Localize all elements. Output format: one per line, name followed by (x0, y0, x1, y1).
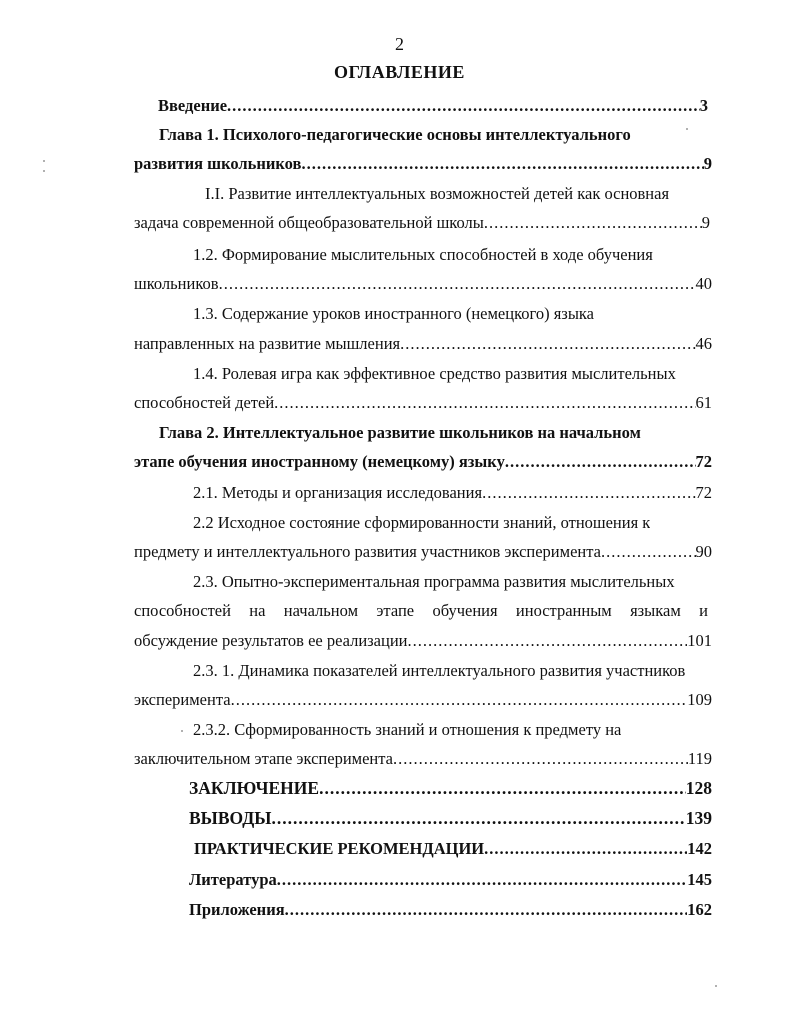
toc-page-ref: 109 (687, 690, 712, 709)
toc-entry-recommendations (194, 838, 712, 860)
toc-entry-1-4-line1: 1.4. Ролевая игра как эффективное средство развития мыслительных (193, 364, 676, 383)
word: языкам (630, 601, 681, 620)
toc-entry-text: Приложения (189, 900, 285, 919)
toc-entry-1-2 (134, 273, 712, 295)
toc-entry-1-1 (134, 212, 710, 234)
toc-entry-text: заключительном этапе эксперимента (134, 749, 393, 768)
toc-entry-chapter1 (134, 153, 712, 175)
scan-speck (715, 985, 717, 987)
toc-entry-2-2 (134, 541, 712, 563)
dot-leader (227, 95, 700, 117)
toc-entry-2-3-line1: 2.3. Опытно-экспериментальная программа развития мыслительных (193, 572, 675, 591)
dot-leader (408, 630, 688, 652)
toc-entry-text: Литература (189, 870, 277, 889)
dot-leader (393, 748, 688, 770)
toc-entry-text: направленных на развитие мышления (134, 334, 401, 353)
toc-entry-findings (189, 807, 712, 829)
toc-entry-text: способностей детей (134, 393, 275, 412)
toc-entry-1-3-line1: 1.3. Содержание уроков иностранного (немецкого) языка (193, 304, 595, 323)
dot-leader (319, 777, 686, 799)
scan-speck (43, 170, 45, 172)
dot-leader (505, 451, 696, 473)
toc-entry-text: задача современной общеобразовательной школы (134, 213, 484, 232)
toc-entry-text: ПРАКТИЧЕСКИЕ РЕКОМЕНДАЦИИ (194, 839, 485, 858)
scan-speck (686, 128, 688, 130)
toc-entry-2-3 (134, 630, 712, 652)
toc-page-ref: 145 (687, 870, 712, 889)
toc-title: ОГЛАВЛЕНИЕ (334, 62, 465, 82)
word: и (699, 601, 708, 620)
toc-entry-text: ЗАКЛЮЧЕНИЕ (189, 778, 320, 798)
toc-page-ref: 9 (701, 213, 710, 232)
toc-entry-text: развития школьников (134, 154, 302, 173)
toc-page-ref: 72 (695, 483, 712, 502)
toc-entry-2-3-2-line1: 2.3.2. Сформированность знаний и отношения к предмету на (193, 720, 622, 739)
toc-entry-1-1-line1: I.I. Развитие интеллектуальных возможностей детей как основная (205, 184, 670, 203)
toc-page-ref: 61 (695, 393, 712, 412)
toc-page-ref: 139 (685, 808, 712, 828)
toc-entry-intro (158, 95, 708, 117)
toc-page-ref: 162 (687, 900, 712, 919)
toc-entry-1-4 (134, 392, 712, 414)
toc-page-ref: 72 (695, 452, 712, 471)
toc-entry-text: ВЫВОДЫ (189, 808, 272, 828)
toc-page-ref: 46 (695, 334, 712, 353)
dot-leader (601, 541, 696, 563)
toc-entry-2-3-1-line1: 2.3. 1. Динамика показателей интеллектуального развития участников (193, 661, 686, 680)
dot-leader (484, 212, 702, 234)
scan-speck (43, 160, 45, 162)
toc-entry-text: 2.1. Методы и организация исследования (193, 483, 483, 502)
word: иностранным (515, 601, 612, 620)
dot-leader (400, 333, 695, 355)
dot-leader (274, 392, 695, 414)
toc-entry-2-3-1 (134, 689, 712, 711)
dot-leader (272, 807, 686, 829)
word: способностей (134, 601, 231, 620)
toc-page-ref: 101 (687, 631, 712, 650)
toc-entry-appendices (189, 899, 712, 921)
toc-entry-conclusion (189, 777, 712, 799)
word: обучения (432, 601, 498, 620)
dot-leader (301, 153, 703, 175)
toc-entry-2-3-2 (134, 748, 712, 770)
toc-entry-text: Введение (158, 96, 228, 115)
word: на (249, 601, 266, 620)
word: этапе (376, 601, 415, 620)
toc-page-ref: 3 (699, 96, 708, 115)
scan-speck (181, 730, 183, 732)
toc-entry-text: школьников (134, 274, 219, 293)
toc-entry-chapter2-line1: Глава 2. Интеллектуальное развитие школьников на начальном (159, 423, 641, 442)
page-number: 2 (395, 34, 404, 54)
toc-entry-2-1 (193, 482, 712, 504)
toc-entry-text: обсуждение результатов ее реализации (134, 631, 408, 650)
toc-entry-text: эксперимента (134, 690, 231, 709)
dot-leader (277, 869, 687, 891)
dot-leader (285, 899, 688, 921)
toc-page-ref: 119 (687, 749, 712, 768)
toc-entry-text: предмету и интеллектуального развития участников эксперимента (134, 542, 601, 561)
dot-leader (484, 838, 687, 860)
toc-entry-1-3 (134, 333, 712, 355)
toc-page-ref: 90 (695, 542, 712, 561)
toc-entry-chapter2 (134, 451, 712, 473)
toc-entry-1-2-line1: 1.2. Формирование мыслительных способностей в ходе обучения (193, 245, 653, 264)
toc-page-ref: 9 (703, 154, 712, 173)
toc-entry-text: этапе обучения иностранному (немецкому) языку (134, 452, 505, 471)
word: начальном (283, 601, 359, 620)
dot-leader (219, 273, 696, 295)
toc-page-ref: 142 (687, 839, 712, 858)
toc-entry-2-3-line2 (134, 600, 708, 622)
dot-leader (231, 689, 688, 711)
toc-page-ref: 128 (685, 778, 712, 798)
toc-page-ref: 40 (695, 274, 712, 293)
dot-leader (482, 482, 695, 504)
toc-entry-literature (189, 869, 712, 891)
toc-entry-2-2-line1: 2.2 Исходное состояние сформированности знаний, отношения к (193, 513, 651, 532)
toc-entry-chapter1-line1: Глава 1. Психолого-педагогические основы интеллектуального (159, 125, 631, 144)
